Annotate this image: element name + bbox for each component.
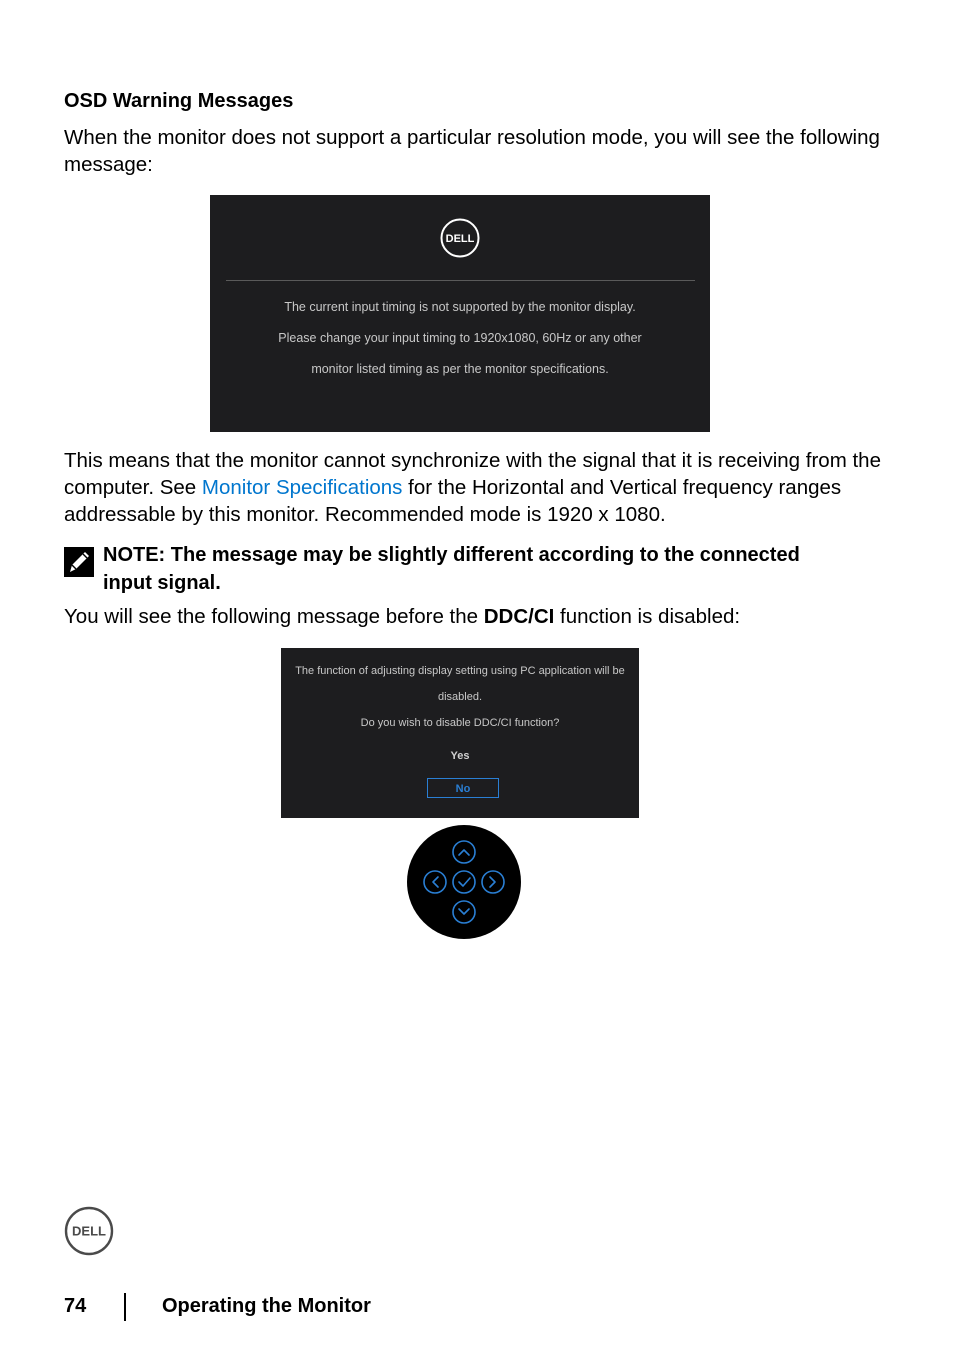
osd-ddc-line1: The function of adjusting display setting using PC application will be [295,665,625,677]
osd-divider [226,280,695,281]
joystick-control [407,825,521,939]
note-text: NOTE: The message may be slightly different according to the connected input signal. [103,544,800,594]
explanation-paragraph: This means that the monitor cannot synchronize with the signal that it is receiving from the computer. See Monitor Specifications for the Horizontal and Vertical frequency ranges addressable by this monitor. Recommended mode is 1920 x 1080. [64,449,881,526]
dell-footer-logo-icon [64,1206,114,1256]
svg-text:DELL: DELL [72,1223,106,1239]
osd-timing-line3: monitor listed timing as per the monitor specifications. [311,362,609,376]
osd-ddc-question: Do you wish to disable DDC/CI function? [360,717,560,729]
dell-logo-icon [440,218,480,258]
ddc-ci-term: DDC/CI [483,605,555,628]
svg-text:DELL: DELL [445,233,475,245]
intro-paragraph: When the monitor does not support a particular resolution mode, you will see the following message: [64,126,880,176]
osd-yes-option[interactable]: Yes [450,750,470,762]
page-number: 74 [64,1295,87,1317]
monitor-specifications-link[interactable]: Monitor Specifications [201,476,403,499]
note-pencil-icon [64,547,94,577]
osd-ddc-prompt [281,648,639,818]
osd-ddc-line2: disabled. [437,691,483,703]
osd-timing-warning [210,195,710,432]
footer-divider [124,1293,126,1321]
page-heading: OSD Warning Messages [64,90,294,112]
section-title: Operating the Monitor [162,1295,371,1317]
osd-timing-line2: Please change your input timing to 1920x1080, 60Hz or any other [278,331,642,345]
osd-no-button[interactable]: No [427,778,499,798]
ddc-paragraph: You will see the following message before the DDC/CI function is disabled: [64,605,741,628]
osd-timing-line1: The current input timing is not supported by the monitor display. [284,300,636,314]
